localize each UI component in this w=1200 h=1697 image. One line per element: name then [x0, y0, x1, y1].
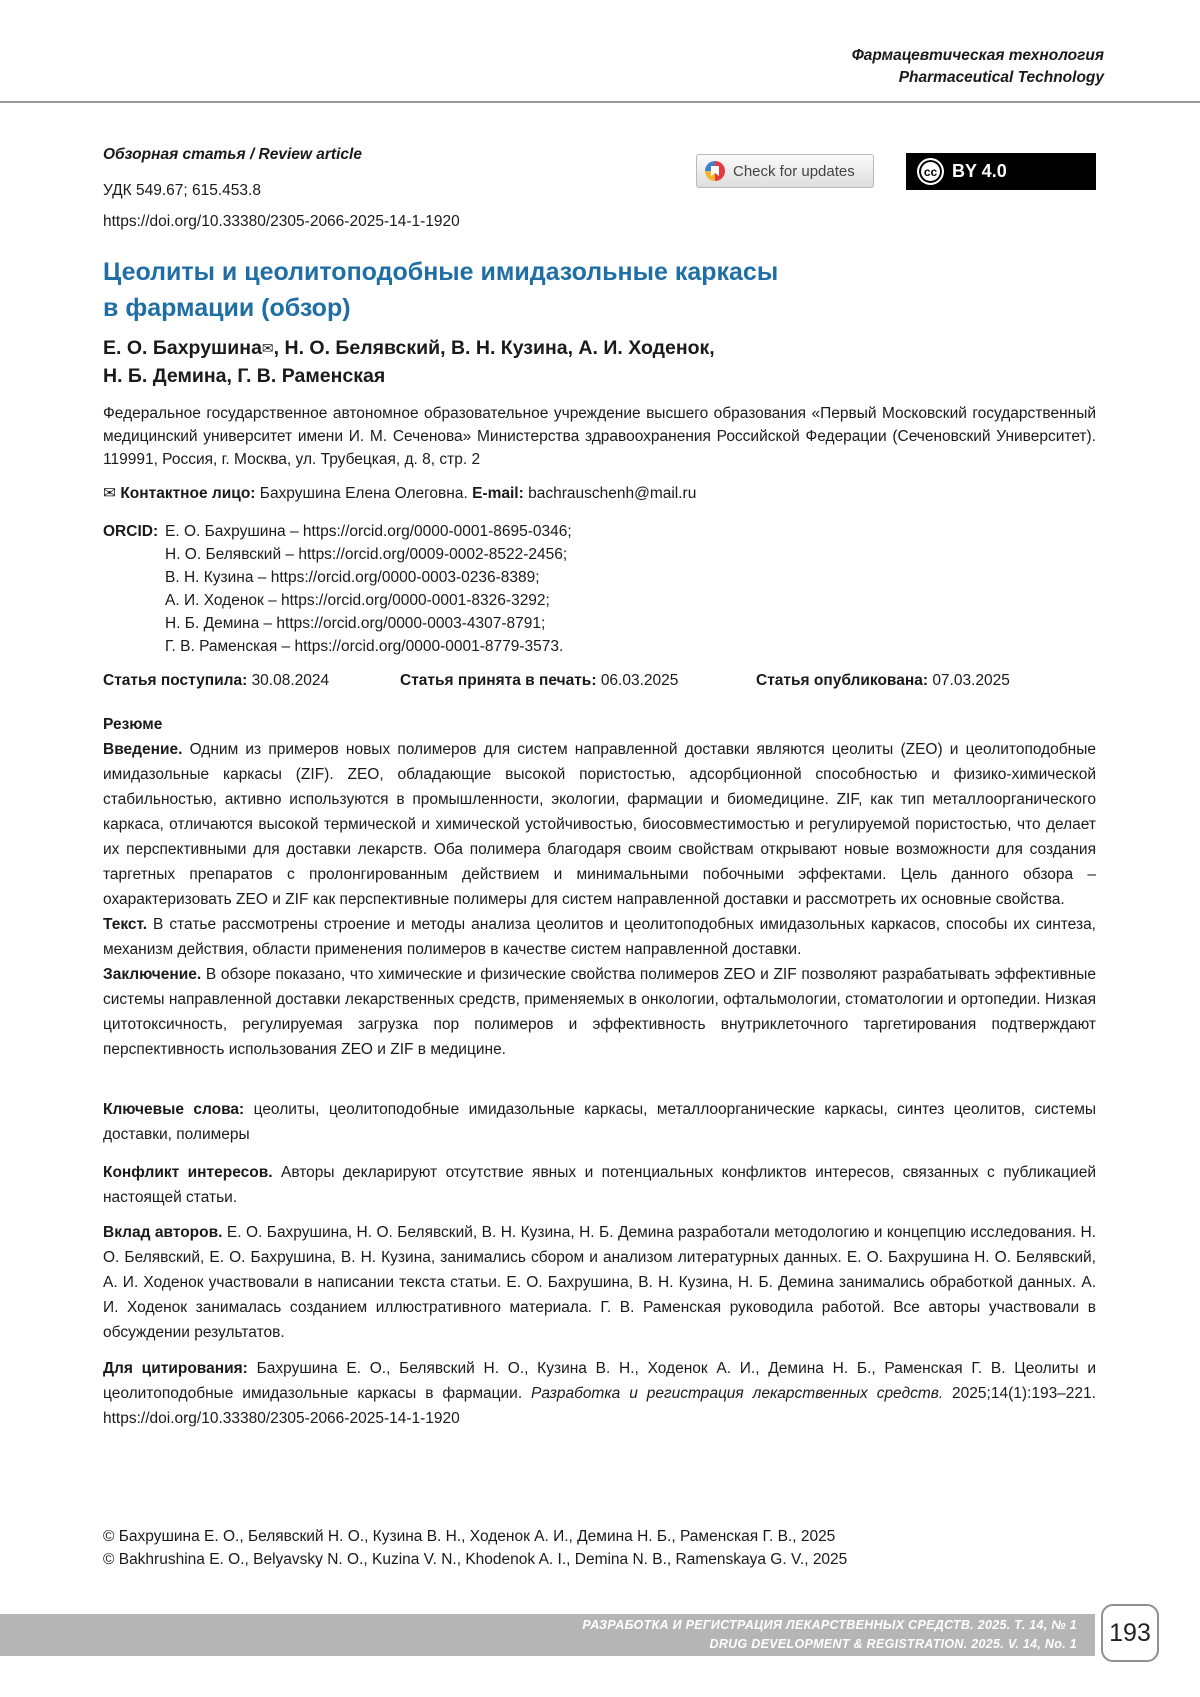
doi-link[interactable]: https://doi.org/10.33380/2305-2066-2025-14-1-1920: [103, 213, 460, 231]
received-value: 30.08.2024: [252, 672, 330, 689]
published-value: 07.03.2025: [932, 672, 1010, 689]
author-contribution: [103, 1220, 1096, 1345]
journal-header: [852, 45, 1104, 89]
orcid-list: [165, 520, 572, 658]
citation-reference: 2025;14(1):193–221. https://doi.org/10.33380/2305-2066-2025-14-1-1920: [103, 1385, 1096, 1427]
orcid-entry[interactable]: Н. Б. Демина – https://orcid.org/0000-0003-4307-8791;: [165, 612, 572, 635]
contact-name: Бахрушина Елена Олеговна.: [260, 485, 468, 502]
journal-name-ru: Фармацевтическая технология: [852, 45, 1104, 67]
authors: [103, 334, 1103, 390]
orcid-entry[interactable]: Е. О. Бахрушина – https://orcid.org/0000-0001-8695-0346;: [165, 520, 572, 543]
envelope-icon: ✉: [262, 334, 274, 362]
footer-journal: [582, 1616, 1077, 1654]
accepted-date: [400, 672, 678, 690]
contribution-label: Вклад авторов.: [103, 1224, 222, 1241]
citation-text: Бахрушина Е. О., Белявский Н. О., Кузина В. Н., Ходенок А. И., Демина Н. Б., Раменская Г. В. Цеолиты и цеолитоподобные имидазольные каркасы в фармации.: [103, 1360, 1096, 1402]
contact-email-link[interactable]: bachrauschenh@mail.ru: [528, 485, 696, 502]
authors-line-2: Н. Б. Демина, Г. В. Раменская: [103, 362, 1103, 390]
check-for-updates-label: Check for updates: [733, 163, 855, 180]
copyright-ru: © Бахрушина Е. О., Белявский Н. О., Кузина В. Н., Ходенок А. И., Демина Н. Б., Раменская Г. В., 2025: [103, 1525, 847, 1548]
article-type: Обзорная статья / Review article: [103, 146, 362, 164]
text-label: Текст.: [103, 916, 147, 933]
orcid-entry[interactable]: В. Н. Кузина – https://orcid.org/0000-0003-0236-8389;: [165, 566, 572, 589]
citation-label: Для цитирования:: [103, 1360, 248, 1377]
page-number: 193: [1101, 1604, 1159, 1662]
udc-code: УДК 549.67; 615.453.8: [103, 182, 261, 200]
orcid-label: ORCID:: [103, 523, 158, 540]
cc-license-badge[interactable]: [907, 154, 1095, 189]
title-line-2: в фармации (обзор): [103, 290, 903, 326]
copyright: [103, 1525, 847, 1571]
journal-name-en: Pharmaceutical Technology: [852, 67, 1104, 89]
abstract: [103, 712, 1096, 1062]
accepted-label: Статья принята в печать:: [400, 672, 597, 689]
conflict-label: Конфликт интересов.: [103, 1164, 273, 1181]
orcid-entry[interactable]: Н. О. Белявский – https://orcid.org/0009-0002-8522-2456;: [165, 543, 572, 566]
keywords-label: Ключевые слова:: [103, 1101, 244, 1118]
footer-journal-ru: РАЗРАБОТКА И РЕГИСТРАЦИЯ ЛЕКАРСТВЕННЫХ СРЕДСТВ. 2025. Т. 14, № 1: [582, 1616, 1077, 1635]
copyright-en: © Bakhrushina E. O., Belyavsky N. O., Kuzina V. N., Khodenok A. I., Demina N. B., Ramenskaya G. V., 2025: [103, 1548, 847, 1571]
check-for-updates-button[interactable]: [696, 154, 874, 188]
creative-commons-icon: cc: [917, 158, 944, 185]
conflict-text: Авторы декларируют отсутствие явных и потенциальных конфликтов интересов, связанных с публикацией настоящей статьи.: [103, 1164, 1096, 1206]
keywords: [103, 1097, 1096, 1147]
footer-journal-en: DRUG DEVELOPMENT & REGISTRATION. 2025. V. 14, No. 1: [582, 1635, 1077, 1654]
abstract-introduction: [103, 737, 1096, 912]
license-label: BY 4.0: [952, 161, 1007, 182]
orcid-entry[interactable]: Г. В. Раменская – https://orcid.org/0000-0001-8779-3573.: [165, 635, 572, 658]
introduction-label: Введение.: [103, 741, 182, 758]
abstract-text: [103, 912, 1096, 962]
header-divider: [0, 101, 1200, 103]
contact-label: Контактное лицо:: [120, 485, 255, 502]
citation: [103, 1356, 1096, 1431]
contact-line: [103, 484, 696, 503]
orcid-block: [103, 520, 158, 543]
conflict-of-interest: [103, 1160, 1096, 1210]
email-label: E-mail:: [472, 485, 524, 502]
affiliation: Федеральное государственное автономное образовательное учреждение высшего образования «Первый Московский государственный медицинский университет имени И. М. Сеченова» Министерства здравоохранения Российской Федерации (Сеченовский Университет). 119991, Россия, г. Москва, ул. Трубецкая, д. 8, стр. 2: [103, 402, 1096, 471]
contribution-text: Е. О. Бахрушина, Н. О. Белявский, В. Н. Кузина, Н. Б. Демина разработали методологию и концепцию исследования. Н. О. Белявский, Е. О. Бахрушина, В. Н. Кузина, занимались сбором и анализом литературных данных. Е. О. Бахрушина Н. О. Белявский, А. И. Ходенок участвовали в написании текста статьи. Е. О. Бахрушина, В. Н. Кузина, Н. Б. Демина занимались обработкой данных. А. И. Ходенок занималась созданием иллюстративного материала. Г. В. Раменская руководила работой. Все авторы участвовали в обсуждении результатов.: [103, 1224, 1096, 1341]
article-title: [103, 254, 903, 326]
title-line-1: Цеолиты и цеолитоподобные имидазольные каркасы: [103, 254, 903, 290]
abstract-conclusion: [103, 962, 1096, 1062]
abstract-heading: Резюме: [103, 716, 162, 733]
crossmark-icon: [705, 161, 725, 181]
citation-journal: Разработка и регистрация лекарственных средств.: [531, 1385, 943, 1402]
received-label: Статья поступила:: [103, 672, 247, 689]
keywords-text: цеолиты, цеолитоподобные имидазольные каркасы, металлоорганические каркасы, синтез цеолитов, системы доставки, полимеры: [103, 1101, 1096, 1143]
conclusion-text: В обзоре показано, что химические и физические свойства полимеров ZEO и ZIF позволяют разрабатывать эффективные системы направленной доставки лекарственных средств, применяемых в онкологии, офтальмологии, стоматологии и ортопедии. Низкая цитотоксичность, регулируемая загрузка пор полимеров и эффективность внутриклеточного таргетирования подтверждают перспективность использования ZEO и ZIF в медицине.: [103, 966, 1096, 1058]
accepted-value: 06.03.2025: [601, 672, 679, 689]
authors-line-1-rest: , Н. О. Белявский, В. Н. Кузина, А. И. Ходенок,: [274, 337, 715, 359]
received-date: [103, 672, 329, 690]
conclusion-label: Заключение.: [103, 966, 201, 983]
published-label: Статья опубликована:: [756, 672, 928, 689]
corresponding-author: Е. О. Бахрушина: [103, 337, 262, 359]
orcid-entry[interactable]: А. И. Ходенок – https://orcid.org/0000-0001-8326-3292;: [165, 589, 572, 612]
text-body: В статье рассмотрены строение и методы анализа цеолитов и цеолитоподобных имидазольных каркасов, способы их синтеза, механизм действия, области применения полимеров в качестве систем направленной доставки.: [103, 916, 1096, 958]
envelope-icon: ✉: [103, 485, 116, 502]
published-date: [756, 672, 1010, 690]
introduction-text: Одним из примеров новых полимеров для систем направленной доставки являются цеолиты (ZEO) и цеолитоподобные имидазольные каркасы (ZIF). ZEO, обладающие высокой пористостью, адсорбционной способностью и физико-химической стабильностью, активно используются в промышленности, экологии, фармации и биомедицине. ZIF, как тип металлоорганического каркаса, отличаются высокой термической и химической устойчивостью, биосовместимостью и регулируемой пористостью, что делает их перспективными для доставки лекарств. Оба полимера благодаря своим свойствам открывают новые возможности для создания таргетных препаратов с пролонгированным действием и минимальными побочными эффектами. Цель данного обзора – охарактеризовать ZEO и ZIF как перспективные полимеры для систем направленной доставки и рассмотреть их основные свойства.: [103, 741, 1096, 908]
